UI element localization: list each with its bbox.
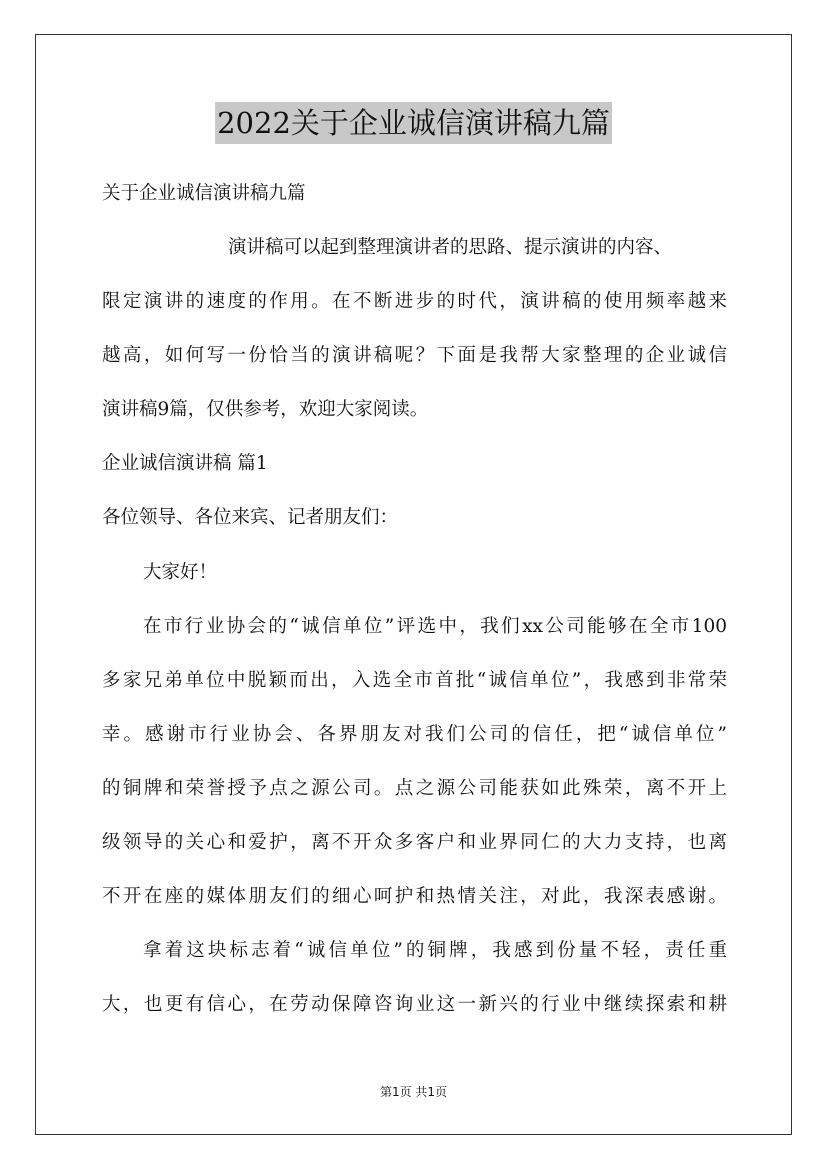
greeting-line: 大家好！ [143, 562, 218, 583]
intro-line-4: 演讲稿9篇，仅供参考，欢迎大家阅读。 [102, 399, 429, 420]
body-line-6: 不开在座的媒体朋友们的细心呵护和热情关注，对此，我深表感谢。 [102, 886, 727, 907]
body-line-1: 在市行业协会的“诚信单位”评选中，我们xx公司能够在全市100 [143, 616, 727, 637]
section-heading: 企业诚信演讲稿 篇1 [102, 453, 268, 474]
salutation-line: 各位领导、各位来宾、记者朋友们： [102, 507, 399, 528]
body-line-7: 拿着这块标志着“诚信单位”的铜牌，我感到份量不轻，责任重 [143, 940, 727, 961]
intro-line-2: 限定演讲的速度的作用。在不断进步的时代，演讲稿的使用频率越来 [102, 291, 727, 312]
subtitle-line: 关于企业诚信演讲稿九篇 [102, 183, 306, 204]
page-footer: 第1页 共1页 [379, 1085, 448, 1099]
intro-line-3: 越高，如何写一份恰当的演讲稿呢？下面是我帮大家整理的企业诚信 [102, 345, 727, 366]
body-line-5: 级领导的关心和爱护，离不开众多客户和业界同仁的大力支持，也离 [102, 832, 727, 853]
body-line-8: 大，也更有信心，在劳动保障咨询业这一新兴的行业中继续探索和耕 [102, 994, 727, 1015]
document-title: 2022关于企业诚信演讲稿九篇 [215, 102, 612, 144]
title-container [0, 102, 827, 144]
body-line-2: 多家兄弟单位中脱颖而出，入选全市首批“诚信单位”，我感到非常荣 [102, 670, 727, 691]
body-line-4: 的铜牌和荣誉授予点之源公司。点之源公司能获如此殊荣，离不开上 [102, 778, 727, 799]
body-line-3: 幸。感谢市行业协会、各界朋友对我们公司的信任，把“诚信单位” [102, 724, 727, 745]
intro-line-1: 演讲稿可以起到整理演讲者的思路、提示演讲的内容、 [228, 237, 673, 258]
